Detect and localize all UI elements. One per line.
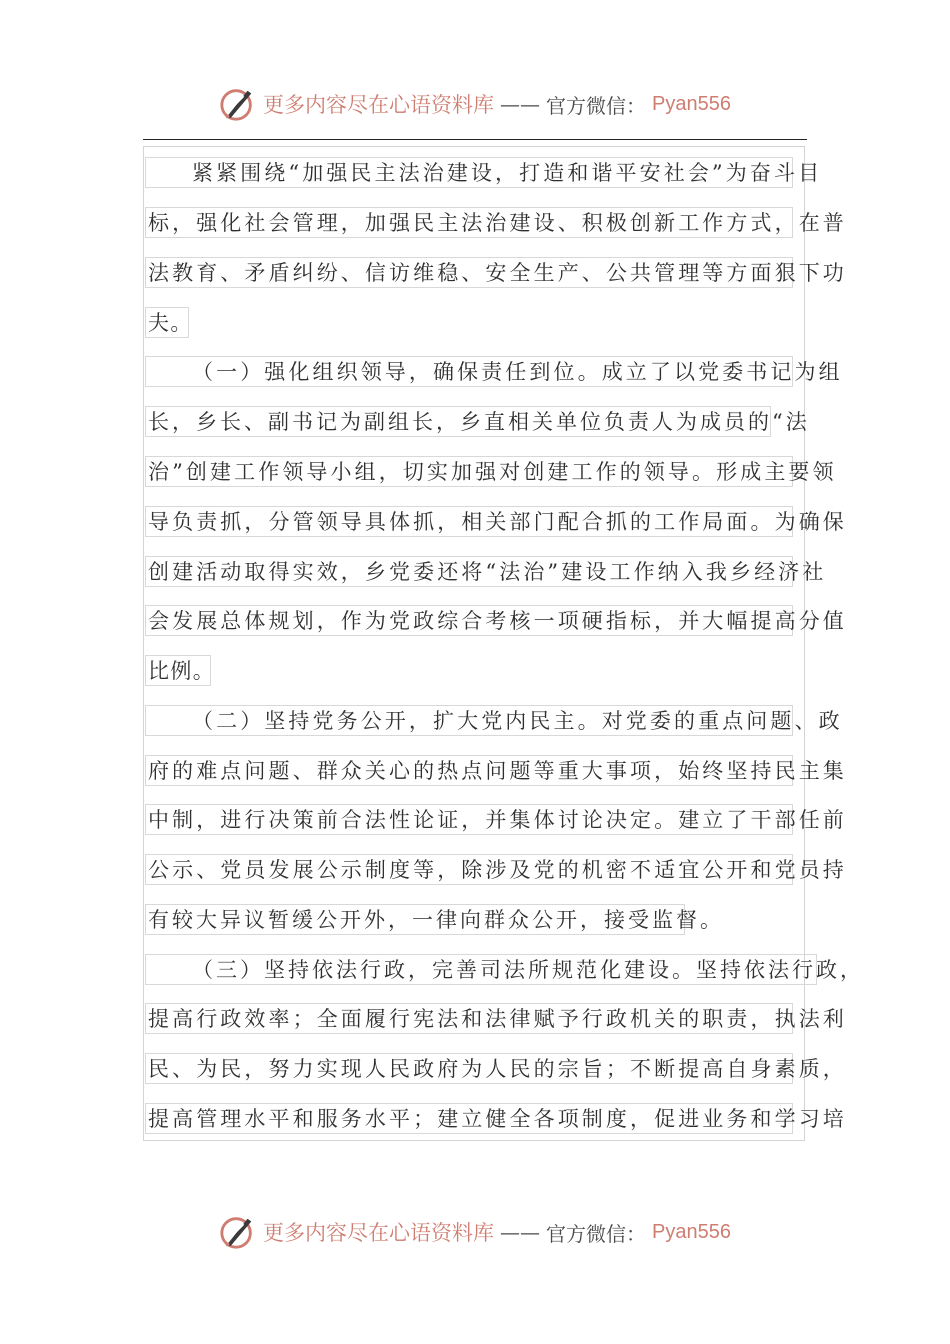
text-line: （二）坚持党务公开，扩大党内民主。对党委的重点问题、政 [145,705,793,736]
text-line: （三）坚持依法行政，完善司法所规范化建设。坚持依法行政， [145,954,817,985]
text-line: 提高行政效率；全面履行宪法和法律赋予行政机关的职责，执法利 [145,1003,793,1034]
text-line: 比例。 [145,655,211,686]
banner-wechat-id: Pyan556 [652,92,731,115]
banner-dash: —— [500,1220,541,1244]
footer-banner [0,1210,950,1254]
text-line: 公示、党员发展公示制度等，除涉及党的机密不适宜公开和党员持 [145,854,793,885]
text-line: 长，乡长、副书记为副组长，乡直相关单位负责人为成员的“法 [145,406,771,437]
header-banner [0,82,950,126]
banner-wechat-id: Pyan556 [652,1220,731,1243]
banner-wechat-label: 官方微信： [546,93,647,118]
text-line: 导负责抓，分管领导具体抓，相关部门配合抓的工作局面。为确保 [145,506,793,537]
quill-logo-icon [219,85,257,123]
banner-wechat-label: 官方微信： [546,1221,647,1246]
text-line: 提高管理水平和服务水平；建立健全各项制度，促进业务和学习培 [145,1103,793,1134]
quill-logo-icon [219,1213,257,1251]
text-line: 夫。 [145,307,189,338]
text-line: 中制，进行决策前合法性论证，并集体讨论决定。建立了干部任前 [145,804,793,835]
banner-title: 更多内容尽在心语资料库 [263,93,495,117]
text-line: 紧紧围绕“加强民主法治建设，打造和谐平安社会”为奋斗目 [145,157,793,188]
banner-dash: —— [500,92,541,116]
text-line: 有较大异议暂缓公开外，一律向群众公开，接受监督。 [145,904,685,935]
banner-title: 更多内容尽在心语资料库 [263,1221,495,1245]
text-line: 标，强化社会管理，加强民主法治建设、积极创新工作方式，在普 [145,207,793,238]
text-line: 会发展总体规划，作为党政综合考核一项硬指标，并大幅提高分值 [145,605,793,636]
text-line: 法教育、矛盾纠纷、信访维稳、安全生产、公共管理等方面狠下功 [145,257,793,288]
content-frame [143,146,805,1141]
text-line: 府的难点问题、群众关心的热点问题等重大事项，始终坚持民主集 [145,755,793,786]
text-line: 民、为民，努力实现人民政府为人民的宗旨；不断提高自身素质， [145,1053,793,1084]
text-line: （一）强化组织领导，确保责任到位。成立了以党委书记为组 [145,356,793,387]
text-line: 创建活动取得实效，乡党委还将“法治”建设工作纳入我乡经济社 [145,556,793,587]
text-line: 治”创建工作领导小组，切实加强对创建工作的领导。形成主要领 [145,456,793,487]
header-rule [143,139,807,140]
